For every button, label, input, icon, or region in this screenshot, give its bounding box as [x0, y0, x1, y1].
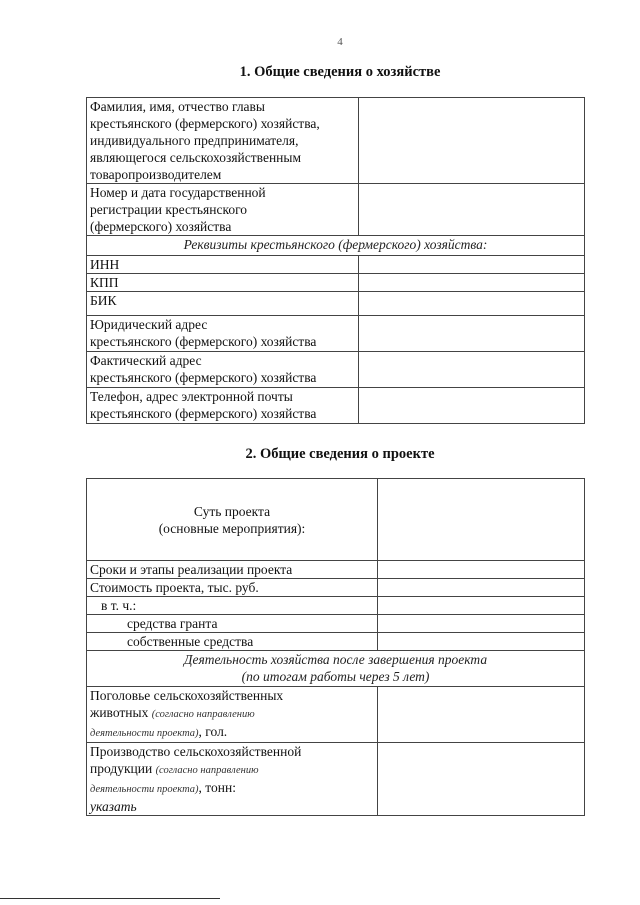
table-row — [87, 561, 585, 579]
footnote-divider — [0, 898, 220, 899]
livestock-label: Поголовье сельскохозяйственных животных (согласно направлению деятельности проекта), гол. — [87, 687, 378, 743]
cost-value[interactable] — [378, 579, 585, 597]
table-row — [87, 479, 585, 561]
legal-address-label: Юридический адрес крестьянского (фермерского) хозяйства — [87, 316, 359, 352]
table-row — [87, 274, 585, 292]
project-info-table — [86, 478, 585, 816]
grant-value[interactable] — [378, 615, 585, 633]
table-row — [87, 687, 585, 743]
production-value[interactable] — [378, 743, 585, 816]
table-row — [87, 633, 585, 651]
bik-label: БИК — [87, 292, 359, 316]
table-row — [87, 579, 585, 597]
essence-value[interactable] — [378, 479, 585, 561]
actual-address-value[interactable] — [359, 352, 585, 388]
section2-title: 2. Общие сведения о проекте — [245, 446, 435, 462]
table-row — [87, 292, 585, 316]
farm-info-table — [86, 97, 585, 424]
table-row — [87, 256, 585, 274]
cost-label: Стоимость проекта, тыс. руб. — [87, 579, 378, 597]
table-row — [87, 236, 585, 256]
table-row — [87, 743, 585, 816]
kpp-value[interactable] — [359, 274, 585, 292]
grant-label: средства гранта — [87, 615, 378, 633]
livestock-value[interactable] — [378, 687, 585, 743]
terms-value[interactable] — [378, 561, 585, 579]
inn-label: ИНН — [87, 256, 359, 274]
table-row — [87, 316, 585, 352]
legal-address-value[interactable] — [359, 316, 585, 352]
including-value[interactable] — [378, 597, 585, 615]
table-row — [87, 98, 585, 184]
contacts-value[interactable] — [359, 388, 585, 424]
head-name-value[interactable] — [359, 98, 585, 184]
head-name-label: Фамилия, имя, отчество главы крестьянского (фермерского) хозяйства, индивидуального предпринимателя, являющегося сельскохозяйственным товаропроизводителем — [87, 98, 359, 184]
contacts-label: Телефон, адрес электронной почты крестьянского (фермерского) хозяйства — [87, 388, 359, 424]
table-row — [87, 388, 585, 424]
page-number: 4 — [337, 36, 343, 48]
essence-label: Суть проекта (основные мероприятия): — [87, 479, 378, 561]
own-funds-value[interactable] — [378, 633, 585, 651]
registration-label: Номер и дата государственной регистрации крестьянского (фермерского) хозяйства — [87, 184, 359, 236]
section1-title: 1. Общие сведения о хозяйстве — [239, 64, 441, 80]
requisites-header: Реквизиты крестьянского (фермерского) хозяйства: — [87, 236, 585, 256]
actual-address-label: Фактический адрес крестьянского (фермерского) хозяйства — [87, 352, 359, 388]
terms-label: Сроки и этапы реализации проекта — [87, 561, 378, 579]
table-row — [87, 651, 585, 687]
table-row — [87, 597, 585, 615]
production-label: Производство сельскохозяйственной продукции (согласно направлению деятельности проекта), тонн: указать — [87, 743, 378, 816]
own-funds-label: собственные средства — [87, 633, 378, 651]
bik-value[interactable] — [359, 292, 585, 316]
table-row — [87, 352, 585, 388]
kpp-label: КПП — [87, 274, 359, 292]
table-row — [87, 615, 585, 633]
including-label: в т. ч.: — [87, 597, 378, 615]
table-row — [87, 184, 585, 236]
registration-value[interactable] — [359, 184, 585, 236]
inn-value[interactable] — [359, 256, 585, 274]
activity-header: Деятельность хозяйства после завершения проекта (по итогам работы через 5 лет) — [87, 651, 585, 687]
